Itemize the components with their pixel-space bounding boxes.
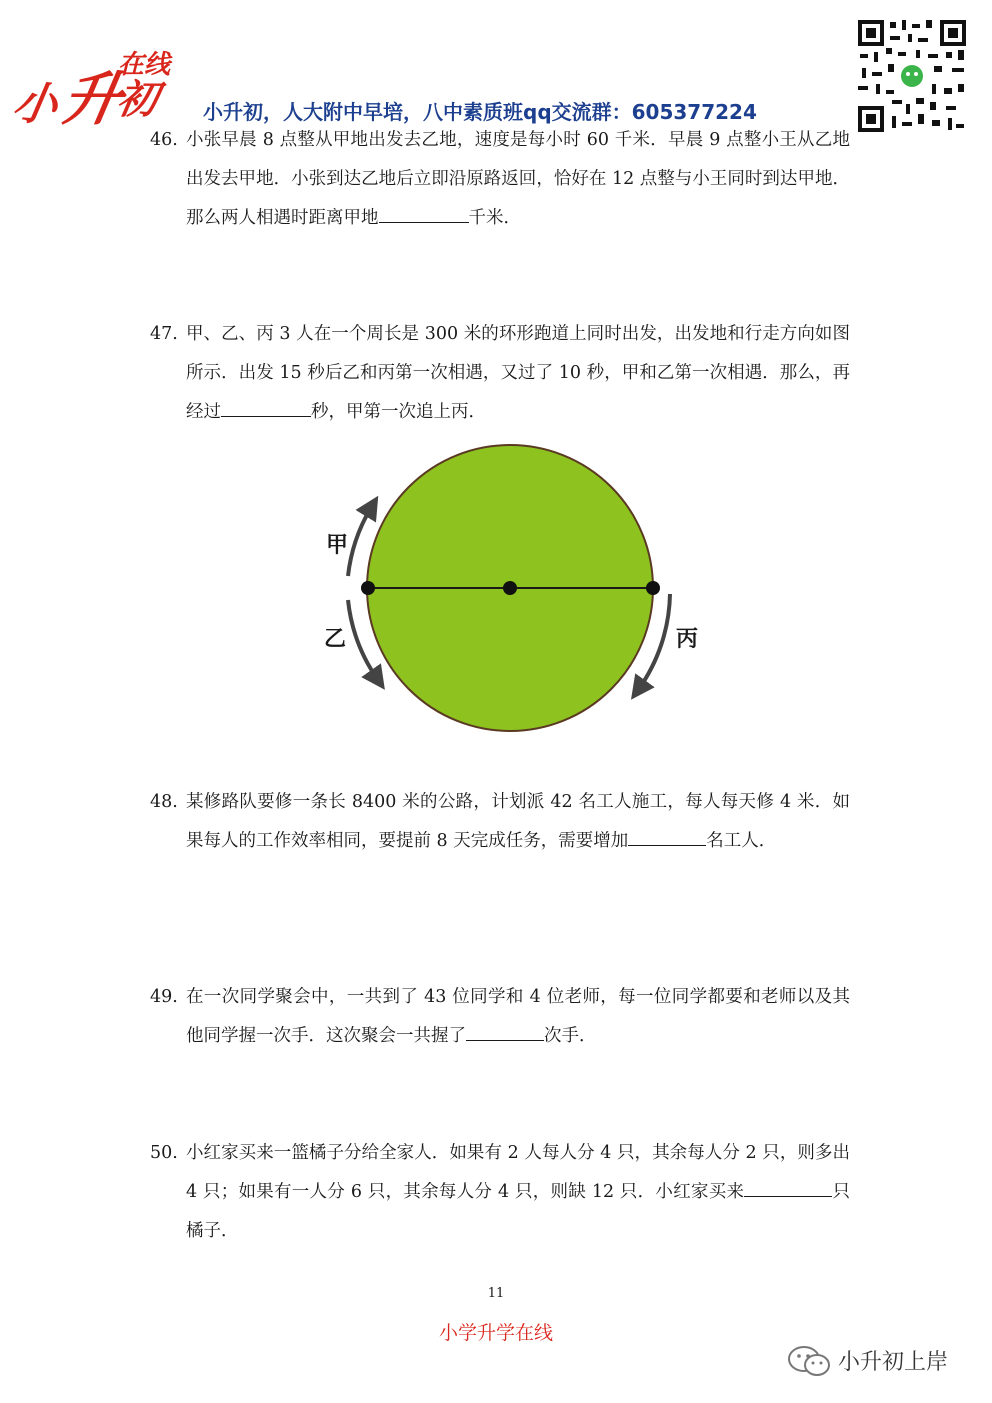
question-text: 甲、乙、丙 3 人在一个周长是 300 米的环形跑道上同时出发，出发地和行走方向如图所示．出发 15 秒后乙和丙第一次相遇，又过了 10 秒，甲和乙第一次相遇．那么，再经过 <box>186 324 850 422</box>
header-promo-text: 小升初，人大附中早培，八中素质班qq交流群：605377224 <box>203 100 757 124</box>
page-number: 11 <box>487 1286 505 1301</box>
question-text: 小张早晨 8 点整从甲地出发去乙地，速度是每小时 60 千米．早晨 9 点整小王从乙地出发去甲地．小张到达乙地后立即沿原路返回，恰好在 12 点整与小王同时到达甲地．那么两人相遇时距离甲地 <box>186 130 850 228</box>
question-49 <box>150 978 850 1056</box>
wechat-account-badge <box>780 1340 980 1380</box>
footer-site-name: 小学升学在线 <box>438 1322 553 1344</box>
question-number: 48. <box>150 792 178 812</box>
start-point-right <box>646 581 660 595</box>
question-text: 小红家买来一篮橘子分给全家人．如果有 2 人每人分 4 只，其余每人分 2 只，则多出 4 只；如果有一人分 6 只，其余每人分 4 只，则缺 12 只．小红家买来 <box>186 1143 850 1202</box>
start-point-left <box>361 581 375 595</box>
wechat-account-name: 小升初上岸 <box>838 1350 949 1375</box>
question-number: 46. <box>150 130 178 150</box>
center-point <box>503 581 517 595</box>
qr-code-icon <box>856 18 968 134</box>
label-yi: 乙 <box>324 627 347 652</box>
question-50 <box>150 1134 850 1251</box>
wechat-icon <box>786 1344 834 1378</box>
brand-logo <box>8 38 178 133</box>
question-text-tail: 千米． <box>468 208 521 228</box>
question-47 <box>150 315 850 432</box>
logo-zaixian: 在线 <box>118 50 171 80</box>
question-text-tail: 只橘子． <box>186 1182 851 1241</box>
question-text-tail: 次手． <box>544 1026 597 1046</box>
logo-sheng: 升 <box>57 65 128 133</box>
answer-blank[interactable] <box>379 206 469 223</box>
logo-chu: 初 <box>113 77 162 123</box>
question-number: 50. <box>150 1143 178 1163</box>
question-text-tail: 名工人． <box>706 831 777 851</box>
label-bing: 丙 <box>676 627 699 652</box>
circular-track-figure <box>320 444 704 736</box>
logo-xiao: 小 <box>8 79 62 130</box>
answer-blank[interactable] <box>628 829 706 846</box>
question-text-tail: 秒，甲第一次追上丙． <box>311 402 486 422</box>
question-text: 某修路队要修一条长 8400 米的公路，计划派 42 名工人施工，每人每天修 4 米．如果每人的工作效率相同，要提前 8 天完成任务，需要增加 <box>186 792 850 851</box>
wechat-logo-icon <box>901 65 923 87</box>
question-text: 在一次同学聚会中，一共到了 43 位同学和 4 位老师，每一位同学都要和老师以及其他同学握一次手．这次聚会一共握了 <box>186 987 850 1046</box>
question-46 <box>150 121 850 238</box>
answer-blank[interactable] <box>466 1024 544 1041</box>
question-48 <box>150 783 850 861</box>
question-number: 49. <box>150 987 178 1007</box>
answer-blank[interactable] <box>221 400 311 417</box>
question-number: 47. <box>150 324 178 344</box>
answer-blank[interactable] <box>744 1180 832 1197</box>
label-jia: 甲 <box>326 533 349 558</box>
